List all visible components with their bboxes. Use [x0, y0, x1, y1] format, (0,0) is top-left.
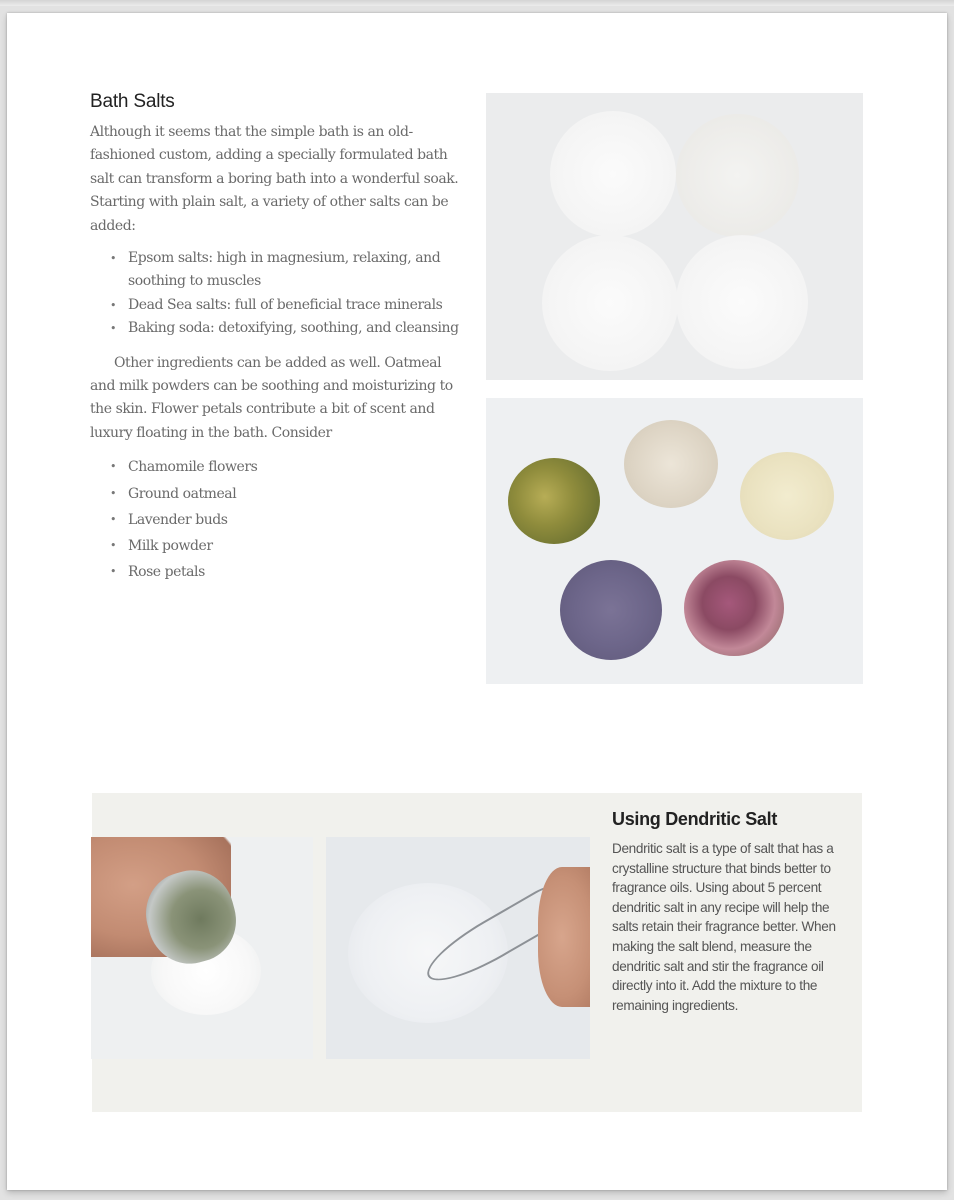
additions-list [110, 454, 470, 585]
milk-powder-bowl [728, 438, 848, 554]
list-item: • Chamomile flowers [110, 454, 470, 480]
salts-list [110, 247, 470, 341]
salt-bowl [550, 111, 676, 237]
list-item: • Epsom salts: high in magnesium, relaxing, and soothing to muscles [110, 247, 470, 294]
oatmeal-bowl [612, 408, 730, 520]
whisk-photo [326, 837, 590, 1059]
ingredients-paragraph: Other ingredients can be added as well. Oatmeal and milk powders can be soothing and moisturizing to the skin. Flower petals contribute a bit of scent and luxury floating in the bath. Consider [90, 354, 453, 441]
bath-salts-section [90, 91, 470, 597]
chamomile-bowl [494, 444, 614, 558]
list-item: • Ground oatmeal [110, 481, 470, 507]
pour-photo [91, 837, 313, 1059]
sidebar-body: Dendritic salt is a type of salt that has a crystalline structure that binds better to fragrance oils. Using about 5 percent dendritic salt in any recipe will help the salts retain their fragrance better. When making the salt blend, measure the dendritic salt and stir the fragrance oil directly into it. Add the mixture to the remaining ingredients. [612, 841, 836, 1013]
salt-bowl [676, 235, 808, 369]
document-page [7, 13, 947, 1190]
hand [538, 867, 590, 1007]
list-item: • Baking soda: detoxifying, soothing, and cleansing [110, 317, 470, 340]
list-item: • Milk powder [110, 533, 470, 559]
salts-photo [486, 93, 863, 380]
sidebar-content [612, 809, 852, 1015]
list-item: • Rose petals [110, 559, 470, 585]
list-item: • Lavender buds [110, 507, 470, 533]
intro-paragraph: Although it seems that the simple bath is an old-fashioned custom, adding a specially formulated bath salt can transform a boring bath into a wonderful soak. Starting with plain salt, a variety of other salts can be added: [90, 124, 459, 234]
botanicals-photo [486, 398, 863, 684]
rose-petals-bowl [672, 546, 798, 670]
viewer-top-edge [0, 0, 954, 6]
section-title: Bath Salts [90, 91, 175, 112]
lavender-bowl [546, 548, 674, 672]
list-item: • Dead Sea salts: full of beneficial trace minerals [110, 294, 470, 317]
sidebar-title: Using Dendritic Salt [612, 809, 778, 829]
salt-bowl [542, 235, 678, 371]
salt-bowl [676, 114, 799, 237]
